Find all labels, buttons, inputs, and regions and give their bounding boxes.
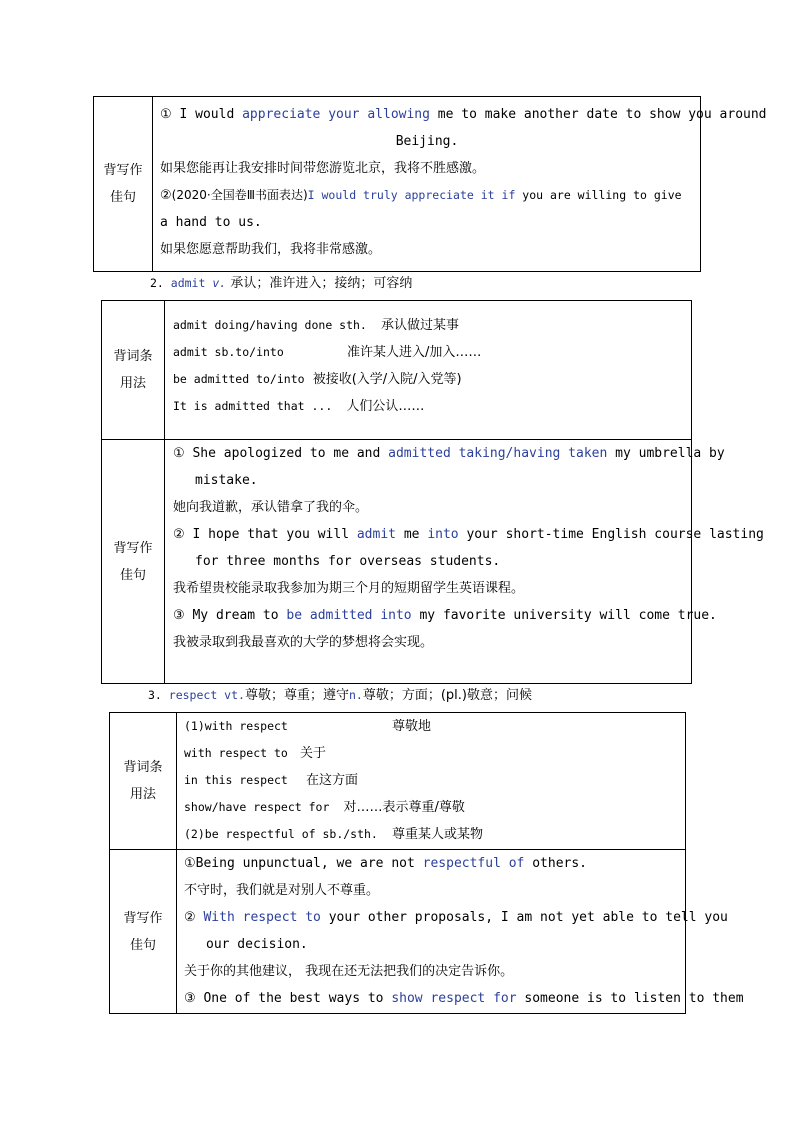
label-usage-text: 背词条 用法 <box>123 760 163 802</box>
label-sentences <box>102 440 165 684</box>
heading-admit-word: admit <box>170 276 206 290</box>
usage-en: (2)be respectful of sb./sth. <box>184 827 378 841</box>
heading-respect-number: 3. <box>148 688 169 702</box>
sentence-1 <box>160 101 767 128</box>
usage-row <box>173 339 685 366</box>
sentence-2-highlight: into <box>427 527 459 542</box>
sentence-2-mid: me <box>396 527 428 542</box>
usage-cn: 尊重某人或某物 <box>392 827 484 842</box>
usage-cn: 关于 <box>300 746 327 761</box>
sentence-3-highlight: show respect for <box>391 991 517 1006</box>
sentence-2-end: for three months for overseas students. <box>195 554 501 569</box>
sentence-2-highlight: With respect to <box>203 910 321 925</box>
usage-cn: 在这方面 <box>306 773 359 788</box>
sentence-3-mid: someone is to listen to them <box>516 991 744 1006</box>
sentence-2-translation: 如果您愿意帮助我们，我将非常感激。 <box>160 242 382 257</box>
sentence-1-number: ① <box>173 446 185 461</box>
sentence-1-translation: 不守时，我们就是对别人不尊重。 <box>184 883 380 898</box>
sentence-3-translation: 我被录取到我最喜欢的大学的梦想将会实现。 <box>173 635 434 650</box>
sentence-1-pre: I would <box>179 107 243 122</box>
sentence-3-number: ③ <box>184 991 196 1006</box>
usage-row <box>184 713 679 740</box>
heading-admit-pos: v. <box>205 276 227 290</box>
heading-admit-meaning: 承认；准许进入；接纳；可容纳 <box>226 276 413 291</box>
sentence-1-translation: 如果您能再让我安排时间带您游览北京，我将不胜感激。 <box>160 161 486 176</box>
sentence-2-pre: I hope that you will <box>192 527 357 542</box>
sentence-2-mid: your other proposals, I am not yet able to tell you <box>320 910 728 925</box>
table-respect <box>109 712 744 1014</box>
sentence-2-translation: 关于你的其他建议， 我现在还无法把我们的决定告诉你。 <box>184 964 514 979</box>
label-sentences <box>110 850 177 1014</box>
sentence-3 <box>173 602 717 629</box>
sentence-3-highlight: be admitted into <box>286 608 412 623</box>
sentence-1-highlight: respectful of <box>422 856 525 871</box>
sentence-2-highlight: admit <box>356 527 396 542</box>
label-usage-text: 背词条 用法 <box>113 349 153 391</box>
sentence-1-translation: 她向我道歉，承认错拿了我的伞。 <box>173 500 369 515</box>
sentence-1-pre: Being unpunctual, we are not <box>195 856 423 871</box>
label-usage <box>110 713 177 850</box>
sentence-3-mid: my favorite university will come true. <box>411 608 717 623</box>
heading-respect-meaning-2: 尊敬；方面；(pl.)敬意；问候 <box>362 688 532 703</box>
usage-cn: 对……表示尊重/尊敬 <box>343 800 465 815</box>
sentence-1-end: Beijing. <box>395 134 459 149</box>
sentence-2 <box>160 182 694 209</box>
table-example-sentences-appreciate <box>93 96 767 272</box>
sentence-1-mid: my umbrella by <box>607 446 725 461</box>
sentence-3-pre: My dream to <box>192 608 287 623</box>
usage-row <box>184 794 679 821</box>
sentence-3-number: ③ <box>173 608 185 623</box>
label-sentences <box>94 97 153 272</box>
heading-respect-word: respect <box>168 688 218 702</box>
usage-row <box>184 821 679 848</box>
usage-cn: 人们公认…… <box>346 399 425 414</box>
sentence-2-end: a hand to us. <box>160 215 262 230</box>
usage-en: show/have respect for <box>184 800 330 814</box>
sentence-2-end: our decision. <box>206 937 308 952</box>
heading-respect-pos: vt. <box>217 688 245 702</box>
usage-row <box>184 767 679 794</box>
sentence-1-end: mistake. <box>195 473 258 488</box>
usage-en: admit doing/having done sth. <box>173 318 367 332</box>
usage-en: (1)with respect <box>184 719 288 733</box>
sentence-2 <box>184 904 728 931</box>
sentence-1-number: ① <box>160 107 172 122</box>
usage-en: in this respect <box>184 773 288 787</box>
sentence-2-mid: your short-time English course lasting <box>458 527 764 542</box>
heading-admit-number: 2. <box>150 276 171 290</box>
sentence-2-mid: you are willing to give <box>515 188 682 202</box>
usage-en: admit sb.to/into <box>173 345 284 359</box>
sentence-1 <box>173 440 725 467</box>
table-admit <box>101 300 764 684</box>
usage-cn: 承认做过某事 <box>381 318 460 333</box>
heading-respect-pos-2: n. <box>348 688 363 702</box>
sentence-2-number: ② <box>173 527 185 542</box>
usage-en: It is admitted that ... <box>173 399 333 413</box>
label-sentences-text: 背写作 佳句 <box>123 910 163 953</box>
sentence-1-highlight: admitted taking/having taken <box>388 446 608 461</box>
usage-row <box>184 740 679 767</box>
heading-respect <box>148 684 532 707</box>
sentence-1-highlight: appreciate your allowing <box>242 107 430 122</box>
usage-en: be admitted to/into <box>173 372 305 386</box>
sentence-1-number: ① <box>184 856 196 871</box>
heading-admit <box>150 272 412 295</box>
sentence-1 <box>184 850 679 877</box>
sentence-1-mid: me to make another date to show you around <box>429 107 767 122</box>
sentence-2-highlight: I would truly appreciate it if <box>307 188 516 202</box>
usage-row <box>173 393 685 420</box>
sentence-2 <box>173 521 764 548</box>
usage-row <box>173 312 685 339</box>
sentence-3 <box>184 985 744 1012</box>
heading-respect-meaning-1: 尊敬；尊重；遵守 <box>244 688 349 703</box>
usage-cn: 准许某人进入/加入…… <box>347 345 482 360</box>
sentence-1-pre: She apologized to me and <box>192 446 389 461</box>
sentence-2-number: ② <box>160 188 172 203</box>
label-sentences-text: 背写作 佳句 <box>103 163 143 205</box>
sentence-2-source: (2020·全国卷Ⅲ书面表达) <box>171 188 308 202</box>
sentence-1-mid: others. <box>524 856 588 871</box>
sentence-2-number: ② <box>184 910 196 925</box>
sentence-2-translation: 我希望贵校能录取我参加为期三个月的短期留学生英语课程。 <box>173 581 525 596</box>
usage-cn: 尊敬地 <box>392 719 432 734</box>
label-sentences-text: 背写作 佳句 <box>113 540 153 583</box>
usage-cn: 被接收(入学/入院/入党等) <box>312 372 462 387</box>
sentence-3-pre: One of the best ways to <box>203 991 392 1006</box>
label-usage <box>102 301 165 440</box>
usage-en: with respect to <box>184 746 288 760</box>
usage-row <box>173 366 685 393</box>
